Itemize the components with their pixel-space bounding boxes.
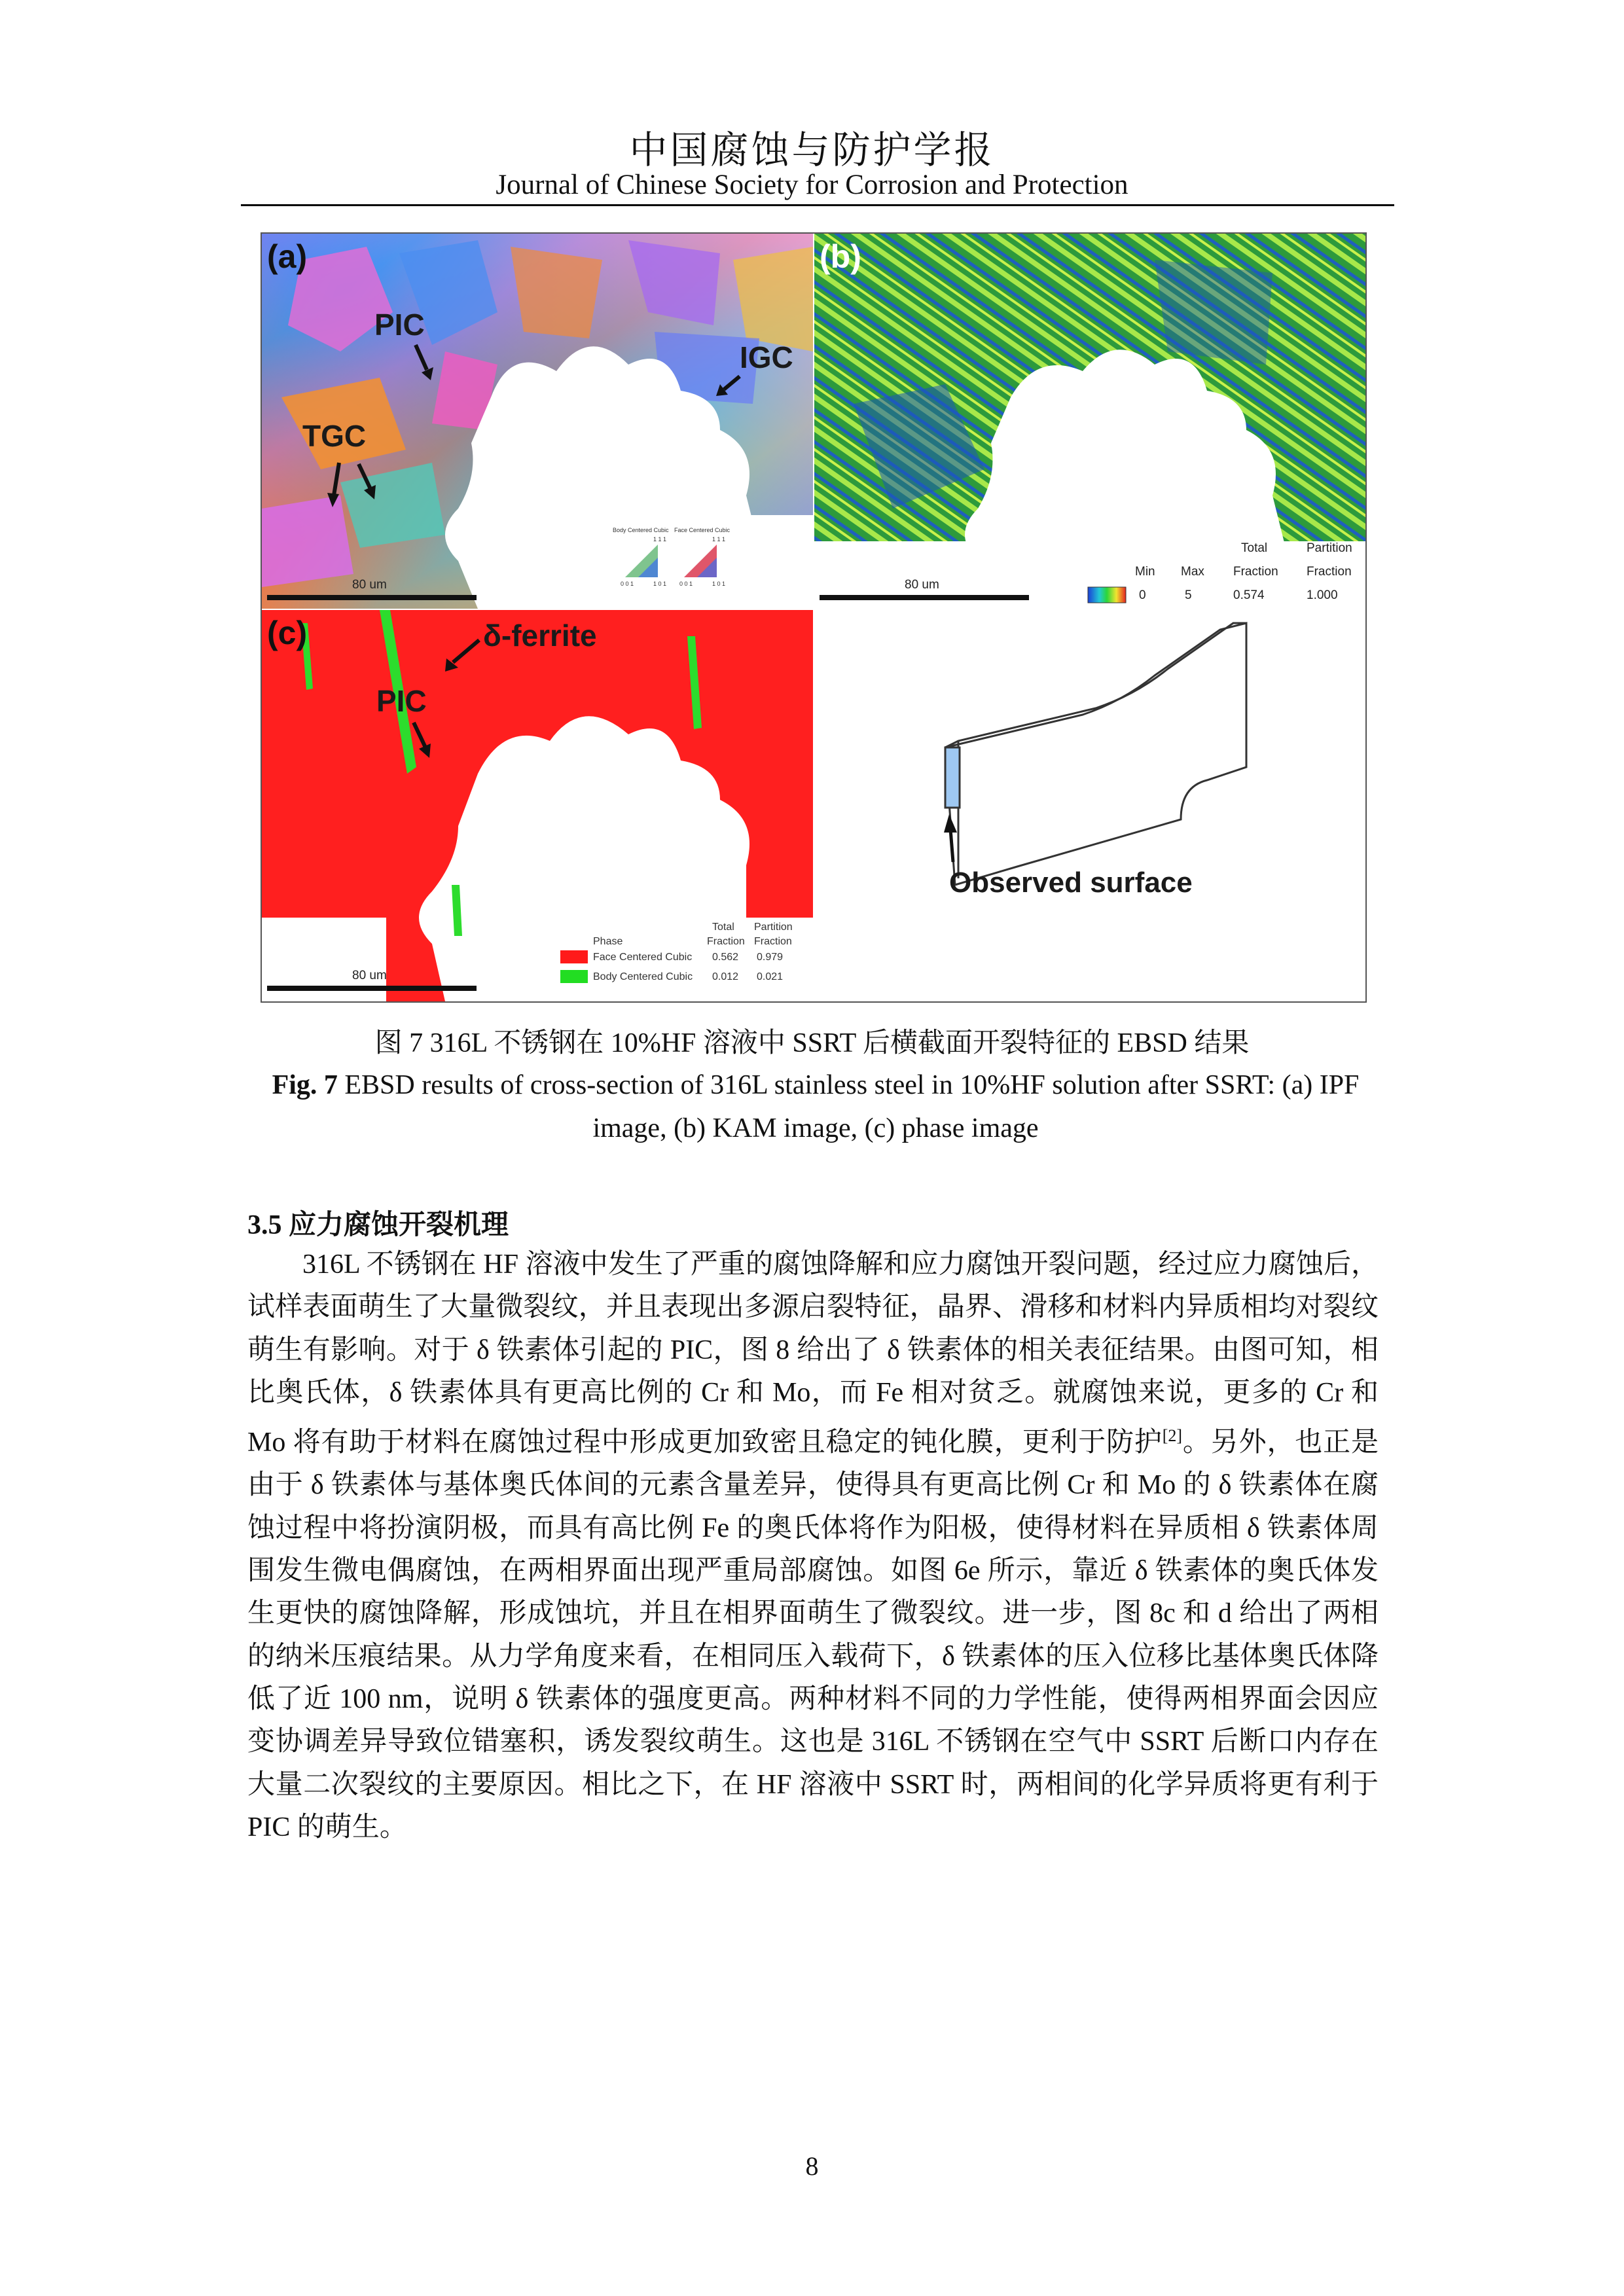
phase-row-fcc-total: 0.562 <box>712 952 739 963</box>
panel-c-scale-bar <box>267 986 477 991</box>
panel-d-specimen-schematic <box>814 610 1365 1001</box>
annotation-pic-c: PIC <box>376 684 427 718</box>
kam-legend-total: Total <box>1241 541 1268 555</box>
panel-a-label: (a) <box>267 238 308 275</box>
section-heading: 3.5 应力腐蚀开裂机理 <box>247 1210 509 1240</box>
annotation-arrows <box>262 234 813 609</box>
ipf-key-tick-111-b: 1 1 1 <box>712 536 726 543</box>
annotation-delta-ferrite: δ-ferrite <box>483 619 597 653</box>
ipf-key-fcc-label: Face Centered Cubic <box>674 527 731 533</box>
kam-legend-partition: Partition <box>1307 541 1352 555</box>
figure-caption-text: EBSD results of cross-section of 316L stainless steel in 10%HF solution after SSRT: (a) IPF image, (b) KAM image, (c) phase image <box>337 1070 1360 1143</box>
page-number: 8 <box>805 2151 819 2181</box>
kam-legend-fraction: Fraction <box>1233 565 1278 579</box>
paragraph-text-b: 。另外，也正是由于 δ 铁素体与基体奥氏体间的元素含量差异，使得具有更高比例 Cr 和 Mo 的 δ 铁素体在腐蚀过程中将扮演阴极，而具有高比例 Fe 的奥氏体将作为阳极，使得材料在异质相 δ 铁素体周围发生微电偶腐蚀，在两相界面出现严重局部腐蚀。如图 6e 所示，靠近 δ 铁素体的奥氏体发生更快的腐蚀降解，形成蚀坑，并且在相界面萌生了微裂纹。进一步，图 8c 和 d 给出了两相的纳米压痕结果。从力学角度来看，在相同压入载荷下，δ 铁素体的压入位移比基体奥氏体降低了近 100 nm，说明 δ 铁素体的强度更高。两种材料不同的力学性能，使得两相界面会因应变协调差异导致位错塞积，诱发裂纹萌生。这也是 316L 不锈钢在空气中 SSRT 后断口内存在大量二次裂纹的主要原因。相比之下，在 HF 溶液中 SSRT 时，两相间的化学异质将更有利于 PIC 的萌生。 <box>247 1427 1379 1842</box>
panel-a-ipf-map <box>262 234 813 609</box>
kam-value-partition: 1.000 <box>1307 588 1338 602</box>
figure-caption-cn: 图 7 316L 不锈钢在 10%HF 溶液中 SSRT 后横截面开裂特征的 EBSD 结果 <box>374 1028 1250 1058</box>
phase-row-bcc-partition: 0.021 <box>757 971 784 982</box>
phase-col-phase: Phase <box>593 936 623 947</box>
figure-caption-prefix: Fig. 7 <box>272 1070 338 1100</box>
annotation-tgc: TGC <box>302 419 367 453</box>
annotation-observed-surface: Observed surface <box>949 867 1193 899</box>
annotation-igc: IGC <box>740 340 793 374</box>
ipf-key-tick-101: 1 0 1 <box>653 581 667 587</box>
panel-a-scale-bar <box>267 595 477 600</box>
phase-row-fcc-name: Face Centered Cubic <box>593 952 693 963</box>
panel-b-kam-map <box>814 234 1365 609</box>
ipf-key-tick-001-b: 0 0 1 <box>679 581 693 587</box>
panel-c-scale-text: 80 um <box>352 969 387 982</box>
phase-col-total: Total <box>712 922 734 933</box>
panel-b-scale-text: 80 um <box>905 578 939 592</box>
specimen-drawing <box>814 610 1365 1001</box>
phase-col-partition: Partition <box>754 922 793 933</box>
kam-value-max: 5 <box>1185 588 1192 602</box>
figure-caption-en <box>246 1064 1385 1150</box>
panel-b-scale-bar <box>820 595 1029 600</box>
ipf-key-bcc-label: Body Centered Cubic <box>613 527 669 533</box>
paragraph-text-a: 316L 不锈钢在 HF 溶液中发生了严重的腐蚀降解和应力腐蚀开裂问题，经过应力腐蚀后，试样表面萌生了大量微裂纹，并且表现出多源启裂特征，晶界、滑移和材料内异质相均对裂纹萌生有影响。对于 δ 铁素体引起的 PIC，图 8 给出了 δ 铁素体的相关表征结果。由图可知，相比奥氏体，δ 铁素体具有更高比例的 Cr 和 Mo，而 Fe 相对贫乏。就腐蚀来说，更多的 Cr 和 Mo 将有助于材料在腐蚀过程中形成更加致密且稳定的钝化膜，更利于防护 <box>247 1249 1379 1458</box>
ipf-key-tick-001: 0 0 1 <box>621 581 634 587</box>
panel-b-label: (b) <box>820 238 861 275</box>
phase-row-bcc-name: Body Centered Cubic <box>593 971 693 982</box>
kam-color-scale <box>1088 587 1126 603</box>
header-rule <box>241 204 1394 206</box>
annotation-pic: PIC <box>374 308 425 342</box>
kam-legend-partition-fraction: Fraction <box>1307 565 1352 579</box>
panel-c-phase-map <box>262 610 813 1001</box>
ipf-key-tick-101-b: 1 0 1 <box>712 581 726 587</box>
section-paragraph <box>247 1244 1379 1849</box>
kam-legend-min: Min <box>1135 565 1155 579</box>
phase-col-partition-fraction: Fraction <box>754 936 792 947</box>
panel-c-label: (c) <box>267 615 308 651</box>
panel-a-scale-text: 80 um <box>352 578 387 592</box>
phase-col-fraction: Fraction <box>707 936 745 947</box>
citation-ref[interactable]: [2] <box>1162 1426 1183 1446</box>
phase-row-fcc-partition: 0.979 <box>757 952 784 963</box>
journal-title-cn: 中国腐蚀与防护学报 <box>629 128 995 172</box>
ipf-key-tick-111: 1 1 1 <box>653 536 667 543</box>
figure-7 <box>261 232 1367 1003</box>
observed-surface-face <box>945 747 960 808</box>
journal-title-en: Journal of Chinese Society for Corrosion and Protection <box>496 170 1128 200</box>
kam-map-image <box>814 234 1365 609</box>
kam-value-min: 0 <box>1139 588 1146 602</box>
kam-legend-max: Max <box>1181 565 1204 579</box>
kam-value-total: 0.574 <box>1233 588 1265 602</box>
phase-row-bcc-total: 0.012 <box>712 971 739 982</box>
